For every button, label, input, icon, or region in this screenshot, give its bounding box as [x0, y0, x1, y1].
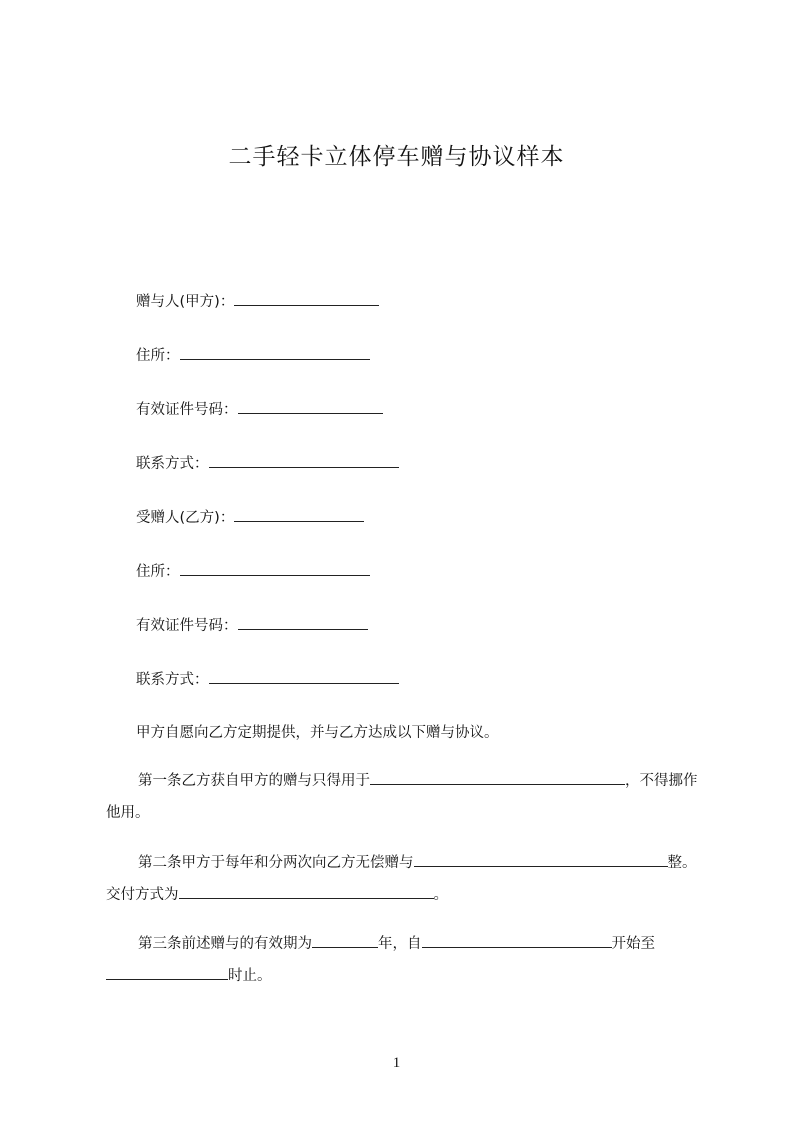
article-1-blank: [370, 770, 625, 785]
article-2-amount-blank: [414, 852, 668, 867]
article-2-prefix: 第二条甲方于每年和分两次向乙方无偿赠与: [138, 855, 414, 871]
donor-contact-label: 联系方式：: [136, 456, 209, 472]
donor-label: 赠与人(甲方)：: [136, 294, 235, 310]
donee-id-field: [136, 615, 368, 636]
donee-field: [136, 507, 364, 528]
document-title: 二手轻卡立体停车赠与协议样本: [228, 144, 565, 170]
donor-contact-blank: [209, 453, 399, 468]
article-2-suffix: 。: [433, 887, 448, 903]
donee-contact-field: [136, 669, 399, 690]
article-1: [106, 765, 706, 829]
donor-contact-field: [136, 453, 399, 474]
article-3-years-blank: [312, 933, 378, 948]
donee-contact-label: 联系方式：: [136, 672, 209, 688]
page-number: 1: [392, 1055, 401, 1071]
intro-paragraph: 甲方自愿向乙方定期提供，并与乙方达成以下赠与协议。: [136, 725, 499, 741]
donee-address-field: [136, 561, 370, 582]
donor-id-blank: [238, 399, 383, 414]
donee-id-blank: [238, 615, 368, 630]
donor-blank: [234, 291, 379, 306]
article-3-end-blank: [106, 965, 228, 980]
donee-id-label: 有效证件号码：: [136, 618, 238, 634]
article-1-prefix: 第一条乙方获自甲方的赠与只得用于: [138, 773, 370, 789]
donor-address-label: 住所：: [136, 348, 180, 364]
article-2-delivery-blank: [179, 884, 434, 899]
article-3-prefix: 第三条前述赠与的有效期为: [138, 936, 312, 952]
donee-contact-blank: [209, 669, 399, 684]
article-1-suffix: ，不得挪作他用。: [106, 773, 698, 821]
article-3: [106, 928, 706, 992]
article-3-suffix: 时止。: [228, 968, 272, 984]
donee-address-label: 住所：: [136, 564, 180, 580]
donor-address-field: [136, 345, 370, 366]
article-3-mid1: 年，自: [378, 936, 422, 952]
donee-label: 受赠人(乙方)：: [136, 510, 235, 526]
article-2-mid: 整。交付方式为: [106, 855, 697, 903]
article-2: [106, 847, 706, 911]
donee-blank: [234, 507, 364, 522]
article-3-mid2: 开始至: [611, 936, 655, 952]
donee-address-blank: [180, 561, 370, 576]
donor-address-blank: [180, 345, 370, 360]
donor-id-label: 有效证件号码：: [136, 402, 238, 418]
article-3-start-blank: [422, 933, 612, 948]
donor-id-field: [136, 399, 383, 420]
donor-field: [136, 291, 379, 312]
